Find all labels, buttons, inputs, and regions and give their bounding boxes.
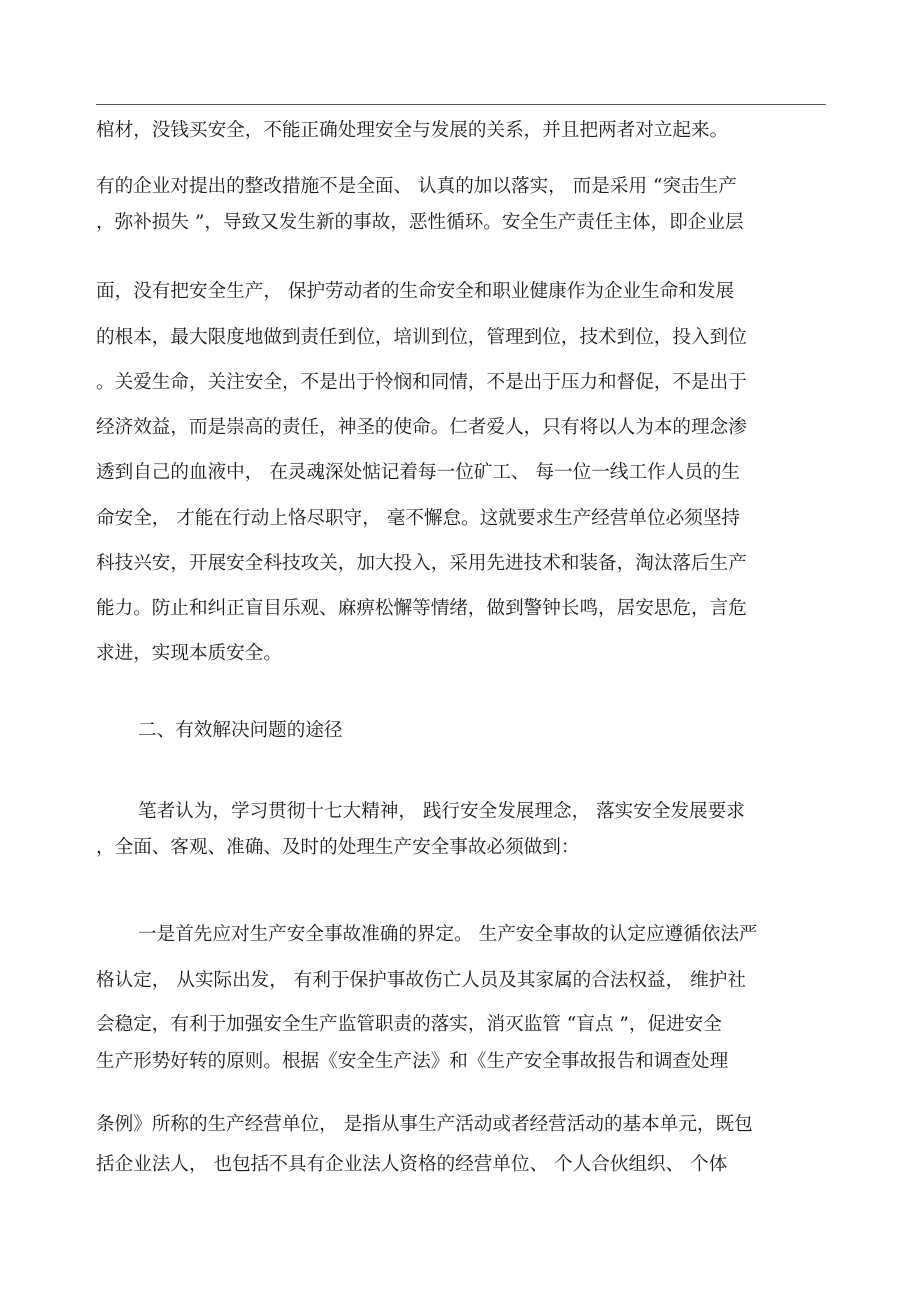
text-line: ，弥补损失 ”，导致又发生新的事故，恶性循环。安全生产责任主体，即企业层 — [96, 212, 744, 233]
text-line: 会稳定，有利于加强安全生产监管职责的落实，消灭监管 “盲点 ”，促进安全 — [96, 1014, 722, 1035]
text-line: 求进，实现本质安全。 — [96, 643, 282, 664]
text-line: 一是首先应对生产安全事故准确的界定。 生产安全事故的认定应遵循依法严 — [138, 924, 758, 945]
text-line: 。关爱生命，关注安全，不是出于怜悯和同情，不是出于压力和督促，不是出于 — [96, 372, 747, 393]
text-line: 棺材，没钱买安全，不能正确处理安全与发展的关系，并且把两者对立起来。 — [96, 120, 729, 141]
section-heading: 二、有效解决问题的途径 — [138, 720, 343, 741]
text-line: 条例》所称的生产经营单位， 是指从事生产活动或者经营活动的基本单元，既包 — [96, 1114, 753, 1135]
text-line: 生产形势好转的原则。根据《安全生产法》和《生产安全事故报告和调查处理 — [96, 1051, 729, 1072]
header-rule — [96, 104, 826, 105]
text-line: 能力。防止和纠正盲目乐观、麻痹松懈等情绪，做到警钟长鸣，居安思危，言危 — [96, 598, 747, 619]
text-line: 笔者认为，学习贯彻十七大精神， 践行安全发展理念， 落实安全发展要求 — [138, 801, 745, 822]
text-line: 透到自己的血液中， 在灵魂深处惦记着每一位矿工、 每一位一线工作人员的生 — [96, 462, 741, 483]
text-line: 格认定， 从实际出发， 有利于保护事故伤亡人员及其家属的合法权益， 维护社 — [96, 970, 746, 991]
text-line: 科技兴安，开展安全科技攻关，加大投入，采用先进技术和装备，淘汰落后生产 — [96, 553, 747, 574]
text-line: 面，没有把安全生产， 保护劳动者的生命安全和职业健康作为企业生命和发展 — [96, 281, 735, 302]
text-line: 有的企业对提出的整改措施不是全面、 认真的加以落实， 而是采用 “突击生产 — [96, 176, 737, 197]
text-line: 命安全， 才能在行动上恪尽职守， 毫不懈怠。这就要求生产经营单位必须坚持 — [96, 508, 741, 529]
text-line: 经济效益，而是崇高的责任，神圣的使命。仁者爱人，只有将以人为本的理念渗 — [96, 417, 747, 438]
text-line: 的根本，最大限度地做到责任到位，培训到位，管理到位，技术到位，投入到位 — [96, 327, 747, 348]
text-line: 括企业法人， 也包括不具有企业法人资格的经营单位、 个人合伙组织、 个体 — [96, 1154, 728, 1175]
text-line: ，全面、客观、准确、及时的处理生产安全事故必须做到： — [96, 837, 580, 858]
